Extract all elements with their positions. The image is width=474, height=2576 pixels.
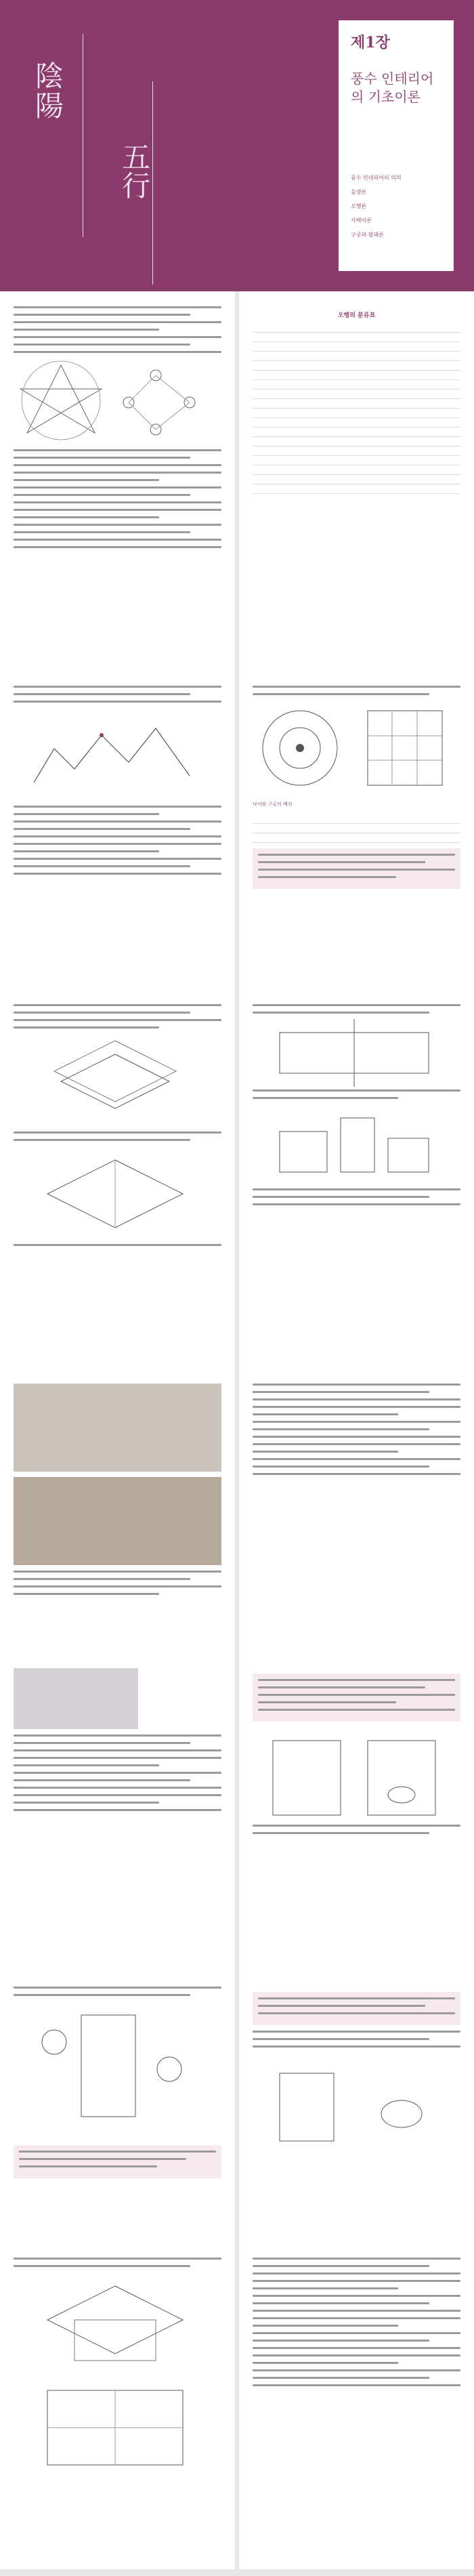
text-line	[253, 1188, 460, 1190]
text-line	[14, 1994, 190, 1996]
note-box	[253, 848, 460, 889]
table-row	[253, 437, 460, 446]
vertical-title-wuxing	[115, 142, 153, 199]
text-line	[14, 449, 221, 451]
text-line	[14, 843, 221, 845]
text-line	[253, 2347, 460, 2349]
text-line	[14, 472, 221, 474]
text-line	[14, 344, 190, 346]
table-row	[253, 833, 460, 843]
text-line	[14, 464, 221, 466]
table-row	[253, 361, 460, 371]
table-row	[253, 390, 460, 399]
text-line	[253, 2045, 460, 2048]
toilet-illustration	[253, 2053, 456, 2155]
pentagram-diagram	[14, 358, 217, 446]
page-left	[0, 2243, 235, 2569]
text-line	[19, 2151, 216, 2153]
bathroom-illustration	[253, 1727, 456, 1822]
text-line	[258, 876, 396, 878]
table-row	[253, 418, 460, 428]
table-row	[253, 380, 460, 390]
bagua-caption: 낙서와 구궁의 배치	[253, 802, 293, 807]
buildings-illustration	[253, 1104, 456, 1186]
text-line	[14, 1026, 159, 1029]
text-line	[14, 873, 221, 875]
page-right	[239, 1972, 474, 2243]
house-exterior-illustration	[14, 2272, 217, 2374]
text-line	[253, 1384, 460, 1386]
page-right	[239, 671, 474, 989]
text-line	[14, 1764, 159, 1766]
table-row	[253, 333, 460, 342]
text-line	[14, 516, 159, 518]
text-line	[14, 1012, 190, 1014]
photo-dining	[14, 1477, 221, 1565]
page-right	[239, 989, 474, 1369]
table-row	[253, 814, 460, 824]
tip-box	[253, 1992, 460, 2025]
text-line	[253, 2280, 460, 2282]
text-line	[14, 820, 221, 823]
bagua-diagram	[253, 701, 456, 795]
text-line	[14, 1757, 221, 1759]
spread-3	[0, 989, 474, 1369]
page-right	[239, 1653, 474, 1972]
text-line	[253, 1406, 460, 1408]
text-line	[14, 693, 190, 695]
page-left	[0, 1369, 235, 1653]
chapter-card	[339, 20, 454, 271]
text-line	[258, 1997, 455, 1999]
text-line	[19, 2165, 157, 2167]
vertical-title-yinyang	[28, 61, 66, 121]
text-line	[253, 1089, 460, 1092]
text-line	[14, 336, 221, 338]
table-row	[253, 456, 460, 465]
text-line	[253, 1421, 460, 1423]
table-header-row	[253, 323, 460, 333]
text-line	[14, 806, 221, 808]
page-left	[0, 989, 235, 1369]
toc-item[interactable]: 풍수 인테리어의 의의	[351, 175, 402, 181]
text-line	[14, 351, 221, 353]
table-row	[253, 824, 460, 833]
toc-item[interactable]: 음양론	[351, 189, 367, 195]
table-row	[253, 352, 460, 361]
text-line	[253, 1443, 460, 1445]
text-line	[258, 869, 455, 871]
text-line	[253, 2295, 460, 2297]
text-line	[258, 1701, 396, 1703]
text-line	[14, 509, 221, 511]
text-line	[14, 329, 159, 331]
text-line	[14, 1749, 221, 1751]
text-line	[253, 2310, 460, 2312]
text-line	[14, 524, 221, 526]
text-line	[14, 1585, 221, 1587]
text-line	[14, 828, 190, 830]
text-line	[14, 1019, 221, 1021]
text-line	[253, 2265, 429, 2267]
text-line	[253, 2362, 398, 2364]
text-line	[14, 858, 221, 860]
table-row	[253, 409, 460, 418]
text-line	[253, 2384, 460, 2386]
text-line	[14, 321, 221, 323]
toc-item[interactable]: 오행론	[351, 203, 367, 209]
page-right	[239, 1369, 474, 1653]
text-line	[258, 1679, 455, 1681]
text-line	[14, 1772, 221, 1774]
text-line	[14, 1742, 190, 1744]
text-line	[253, 2038, 429, 2040]
text-line	[253, 1196, 429, 1198]
table-row	[253, 475, 460, 484]
text-line	[253, 2287, 398, 2289]
page-right	[239, 291, 474, 671]
text-line	[14, 494, 190, 496]
text-line	[253, 2317, 460, 2319]
text-line	[253, 1398, 460, 1400]
spread-4	[0, 1369, 474, 1653]
note-box	[14, 2145, 221, 2178]
text-line	[14, 1787, 221, 1789]
text-line	[14, 1734, 221, 1737]
text-line	[253, 1825, 460, 1827]
wuxing-chars: 五行	[118, 142, 151, 199]
text-line	[14, 835, 221, 837]
spread-7	[0, 2243, 474, 2569]
text-line	[14, 1809, 221, 1811]
text-line	[14, 457, 190, 459]
table-row	[253, 342, 460, 352]
toc-item[interactable]: 구궁과 팔괘론	[351, 232, 384, 238]
text-line	[253, 693, 429, 695]
chapter-title: 풍수 인테리어의 기초이론	[351, 70, 434, 105]
text-line	[19, 2158, 186, 2160]
text-line	[253, 2031, 460, 2033]
text-line	[14, 813, 159, 815]
text-line	[253, 2377, 429, 2379]
appliance-illustration	[14, 2001, 217, 2137]
chapter-number: 제1장	[351, 34, 390, 51]
text-line	[258, 1709, 455, 1711]
text-line	[258, 861, 425, 863]
text-line	[14, 539, 221, 541]
table-row	[253, 371, 460, 380]
vertical-rule	[152, 81, 153, 285]
text-line	[253, 1458, 460, 1460]
house-illustration	[14, 1034, 217, 1129]
text-line	[253, 1473, 460, 1475]
text-line	[253, 1391, 429, 1393]
page-left	[0, 1653, 235, 1972]
table-row	[253, 399, 460, 409]
roof-illustration	[14, 1146, 217, 1241]
yinyang-chars: 陰陽	[31, 61, 64, 121]
text-line	[253, 2340, 429, 2342]
text-line	[14, 865, 190, 867]
page-left	[0, 291, 235, 671]
text-line	[253, 2325, 398, 2327]
text-line	[14, 1987, 221, 1989]
text-line	[258, 1694, 455, 1696]
text-line	[14, 486, 221, 489]
chapter-toc	[351, 174, 441, 238]
text-line	[14, 1244, 221, 1246]
toc-item[interactable]: 사택이론	[351, 217, 372, 224]
text-line	[14, 546, 221, 548]
table-row	[253, 484, 460, 494]
text-line	[14, 314, 190, 316]
spread-1	[0, 291, 474, 671]
text-line	[258, 2012, 455, 2014]
text-line	[253, 2369, 460, 2371]
text-line	[253, 1832, 429, 1834]
text-line	[14, 1004, 221, 1006]
text-line	[14, 501, 221, 503]
text-line	[14, 479, 159, 481]
text-line	[14, 2258, 221, 2260]
text-line	[253, 2302, 429, 2304]
text-line	[253, 2332, 460, 2334]
text-line	[253, 1004, 460, 1006]
text-line	[258, 2005, 425, 2007]
text-line	[253, 1012, 429, 1014]
text-line	[253, 2354, 460, 2356]
text-line	[14, 1571, 221, 1573]
text-line	[253, 1428, 429, 1430]
spread-5	[0, 1653, 474, 1972]
photo-kitchen	[14, 1384, 221, 1472]
table-row	[253, 446, 460, 456]
text-line	[14, 1578, 190, 1580]
text-line	[14, 850, 159, 852]
spread-2	[0, 671, 474, 989]
text-line	[14, 2265, 190, 2267]
text-line	[14, 1139, 190, 1141]
text-line	[253, 2258, 460, 2260]
spread-6	[0, 1972, 474, 2243]
text-line	[258, 854, 455, 856]
text-line	[253, 1203, 460, 1205]
text-line	[253, 686, 460, 688]
terrain-diagram	[14, 708, 217, 803]
tip-box	[253, 1674, 460, 1722]
table-row	[253, 428, 460, 437]
text-line	[14, 1802, 159, 1804]
text-line	[253, 1466, 429, 1468]
text-line	[258, 1686, 425, 1688]
page-left	[0, 671, 235, 989]
five-elements-table	[253, 323, 460, 494]
text-line	[253, 1436, 460, 1438]
road-illustration	[253, 1019, 456, 1087]
table-caption: 오행의 분류표	[337, 312, 376, 319]
photo-bathtub	[14, 1668, 138, 1729]
text-line	[14, 1131, 221, 1134]
page-right	[239, 2243, 474, 2569]
text-line	[14, 306, 221, 308]
text-line	[253, 1451, 398, 1453]
chapter-cover	[0, 0, 474, 291]
page-left	[0, 1972, 235, 2243]
table-row	[253, 465, 460, 475]
text-line	[14, 686, 221, 688]
text-line	[14, 531, 190, 533]
text-line	[14, 701, 221, 703]
text-line	[253, 1097, 398, 1099]
text-line	[253, 1413, 398, 1415]
bagua-table	[253, 814, 460, 843]
floor-plan-illustration	[14, 2377, 217, 2478]
text-line	[14, 1593, 159, 1595]
text-line	[14, 1779, 190, 1781]
text-line	[253, 2272, 460, 2274]
text-line	[14, 1794, 221, 1796]
